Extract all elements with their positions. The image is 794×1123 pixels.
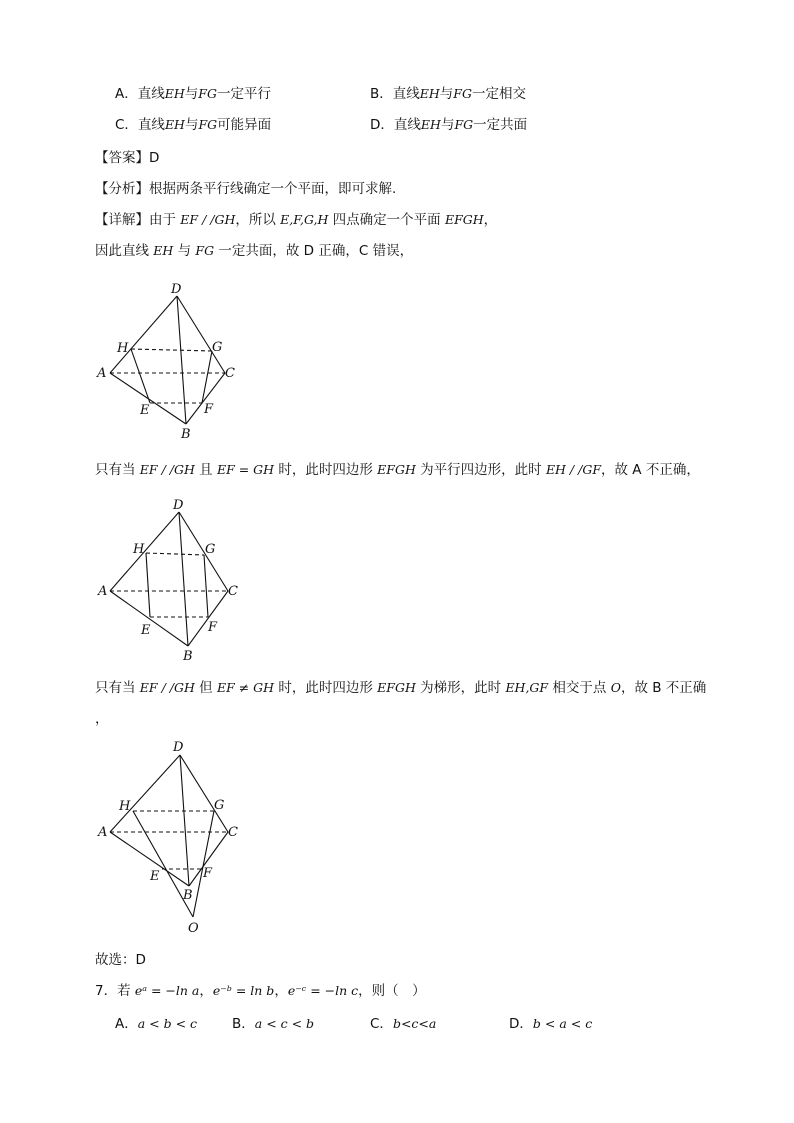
q7-option-d: D．b < a < c	[509, 1016, 593, 1032]
label-f: F	[203, 866, 213, 881]
edge-da	[110, 755, 180, 832]
option-a: A．直线EH与FG一定平行	[115, 86, 271, 102]
label-h: H	[117, 341, 129, 356]
label-b: B	[183, 888, 193, 903]
label-f: F	[208, 620, 218, 635]
analysis-line: 【分析】根据两条平行线确定一个平面，即可求解.	[95, 181, 397, 197]
case2-line: 只有当 EF / /GH 但 EF ≠ GH 时，此时四边形 EFGH 为梯形，此时 EH,GF 相交于点 O，故 B 不正确	[95, 680, 707, 696]
q7-expr-3: e⁻ᶜ = −ln c	[287, 983, 359, 998]
segment-go	[193, 811, 214, 917]
q7-number: 7．若	[95, 983, 135, 999]
q7-option-c: C．b<c<a	[370, 1016, 437, 1032]
option-d: D．直线EH与FG一定共面	[370, 117, 528, 133]
label-h: H	[119, 799, 131, 814]
label-g: G	[212, 340, 223, 355]
q7-expr-2: e⁻ᵇ = ln b	[212, 983, 275, 998]
label-a: A	[98, 584, 108, 599]
label-e: E	[140, 403, 150, 418]
label-d: D	[173, 498, 184, 513]
option-b: B．直线EH与FG一定相交	[370, 86, 526, 102]
label-o: O	[188, 921, 199, 936]
label-c: C	[228, 825, 238, 840]
label-g: G	[214, 798, 225, 813]
conclusion-line: 故选：D	[95, 952, 146, 968]
edge-db	[180, 755, 189, 886]
analysis-label: 【分析】	[95, 181, 149, 197]
label-h: H	[133, 542, 145, 557]
q7-stem: 7．若 eᵃ = −ln a，e⁻ᵇ = ln b，e⁻ᶜ = −ln c，则（ ）	[95, 983, 426, 999]
option-c: C．直线EH与FG可能异面	[115, 117, 272, 133]
label-b: B	[181, 427, 191, 442]
case2-line-wrap: ，	[95, 711, 109, 727]
detail-label: 【详解】	[95, 212, 149, 228]
label-g: G	[205, 542, 216, 557]
answer-value: D	[149, 150, 160, 166]
edge-dc	[180, 755, 228, 832]
label-f: F	[204, 402, 214, 417]
label-d: D	[171, 282, 182, 297]
label-e: E	[141, 623, 151, 638]
label-a: A	[98, 825, 108, 840]
q7-expr-1: eᵃ = −ln a	[134, 983, 200, 998]
label-d: D	[173, 740, 184, 755]
detail-line-1: 【详解】由于 EF / /GH，所以 E,F,G,H 四点确定一个平面 EFGH，	[95, 212, 498, 228]
answer-label: 【答案】	[95, 150, 149, 166]
q7-option-b: B．a < c < b	[232, 1016, 315, 1032]
label-c: C	[228, 584, 238, 599]
detail-line-2: 因此直线 EH 与 FG 一定共面，故 D 正确，C 错误，	[95, 243, 414, 259]
label-a: A	[97, 366, 107, 381]
label-b: B	[183, 649, 193, 664]
label-c: C	[225, 366, 235, 381]
label-e: E	[150, 869, 160, 884]
q7-option-a: A．a < b < c	[115, 1016, 198, 1032]
case1-line: 只有当 EF / /GH 且 EF = GH 时，此时四边形 EFGH 为平行四边形，此时 EH / /GF，故 A 不正确，	[95, 462, 700, 478]
